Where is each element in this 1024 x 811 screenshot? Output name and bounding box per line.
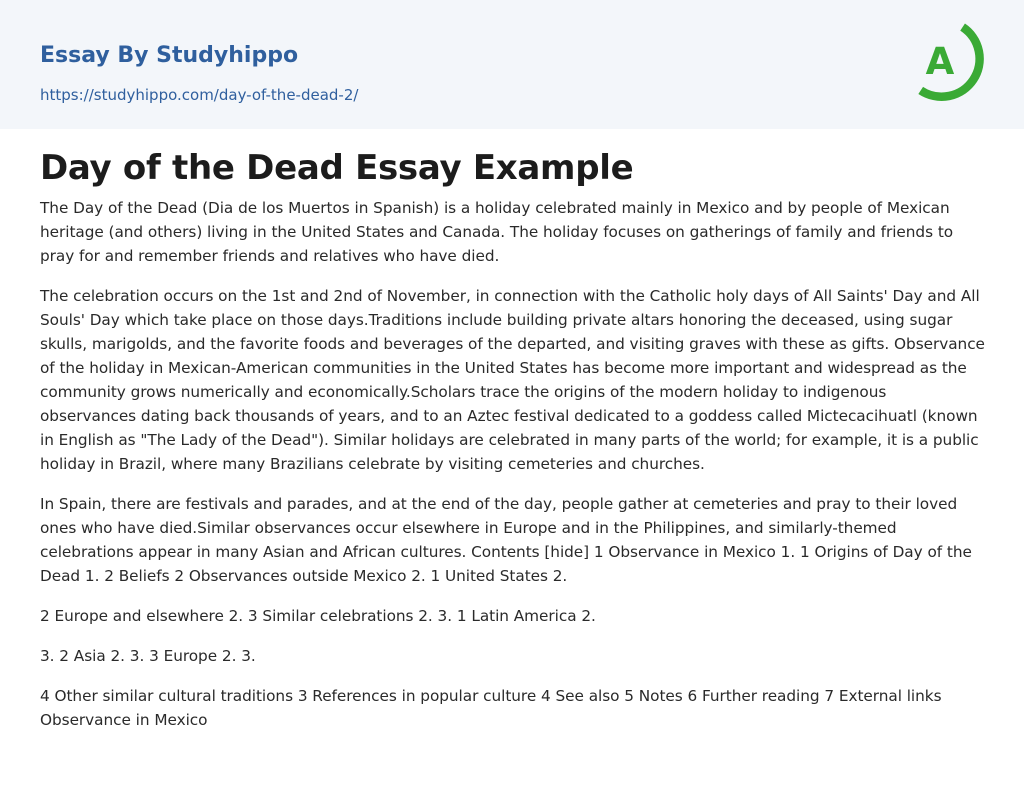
site-header <box>0 0 1024 129</box>
studyhippo-logo-icon[interactable] <box>910 19 988 105</box>
site-title[interactable]: Essay By Studyhippo <box>40 43 299 68</box>
paragraph: In Spain, there are festivals and parades, and at the end of the day, people gather at cemeteries and pray to their loved ones who have died.Similar observances occur elsewhere in Europe and in the Philippines, and similarly-themed celebrations appear in many Asian and African cultures. Contents [hide] 1 Observance in Mexico 1. 1 Origins of Day of the Dead 1. 2 Beliefs 2 Observances outside Mexico 2. 1 United States 2. <box>40 495 972 585</box>
paragraph: 3. 2 Asia 2. 3. 3 Europe 2. 3. <box>40 647 256 665</box>
paragraph: The celebration occurs on the 1st and 2nd of November, in connection with the Catholic holy days of All Saints' Day and All Souls' Day which take place on those days.Traditions include building private altars honoring the deceased, using sugar skulls, marigolds, and the favorite foods and beverages of the departed, and visiting graves with these as gifts. Observance of the holiday in Mexican-American communities in the United States has become more important and widespread as the community grows numerically and economically.Scholars trace the origins of the modern holiday to indigenous observances dating back thousands of years, and to an Aztec festival dedicated to a goddess called Mictecacihuatl (known in English as "The Lady of the Dead"). Similar holidays are celebrated in many parts of the world; for example, it is a public holiday in Brazil, where many Brazilians celebrate by visiting cemeteries and churches. <box>40 287 985 473</box>
page-title: Day of the Dead Essay Example <box>40 148 634 188</box>
paragraph: The Day of the Dead (Dia de los Muertos in Spanish) is a holiday celebrated mainly in Mexico and by people of Mexican heritage (and others) living in the United States and Canada. The holiday focuses on gatherings of family and friends to pray for and remember friends and relatives who have died. <box>40 199 954 265</box>
page-url-link[interactable]: https://studyhippo.com/day-of-the-dead-2/ <box>40 86 359 104</box>
paragraph: 2 Europe and elsewhere 2. 3 Similar celebrations 2. 3. 1 Latin America 2. <box>40 607 596 625</box>
article <box>40 146 986 748</box>
paragraph: 4 Other similar cultural traditions 3 References in popular culture 4 See also 5 Notes 6 Further reading 7 External links Observance in Mexico <box>40 687 942 729</box>
logo-letter: A <box>925 40 955 83</box>
